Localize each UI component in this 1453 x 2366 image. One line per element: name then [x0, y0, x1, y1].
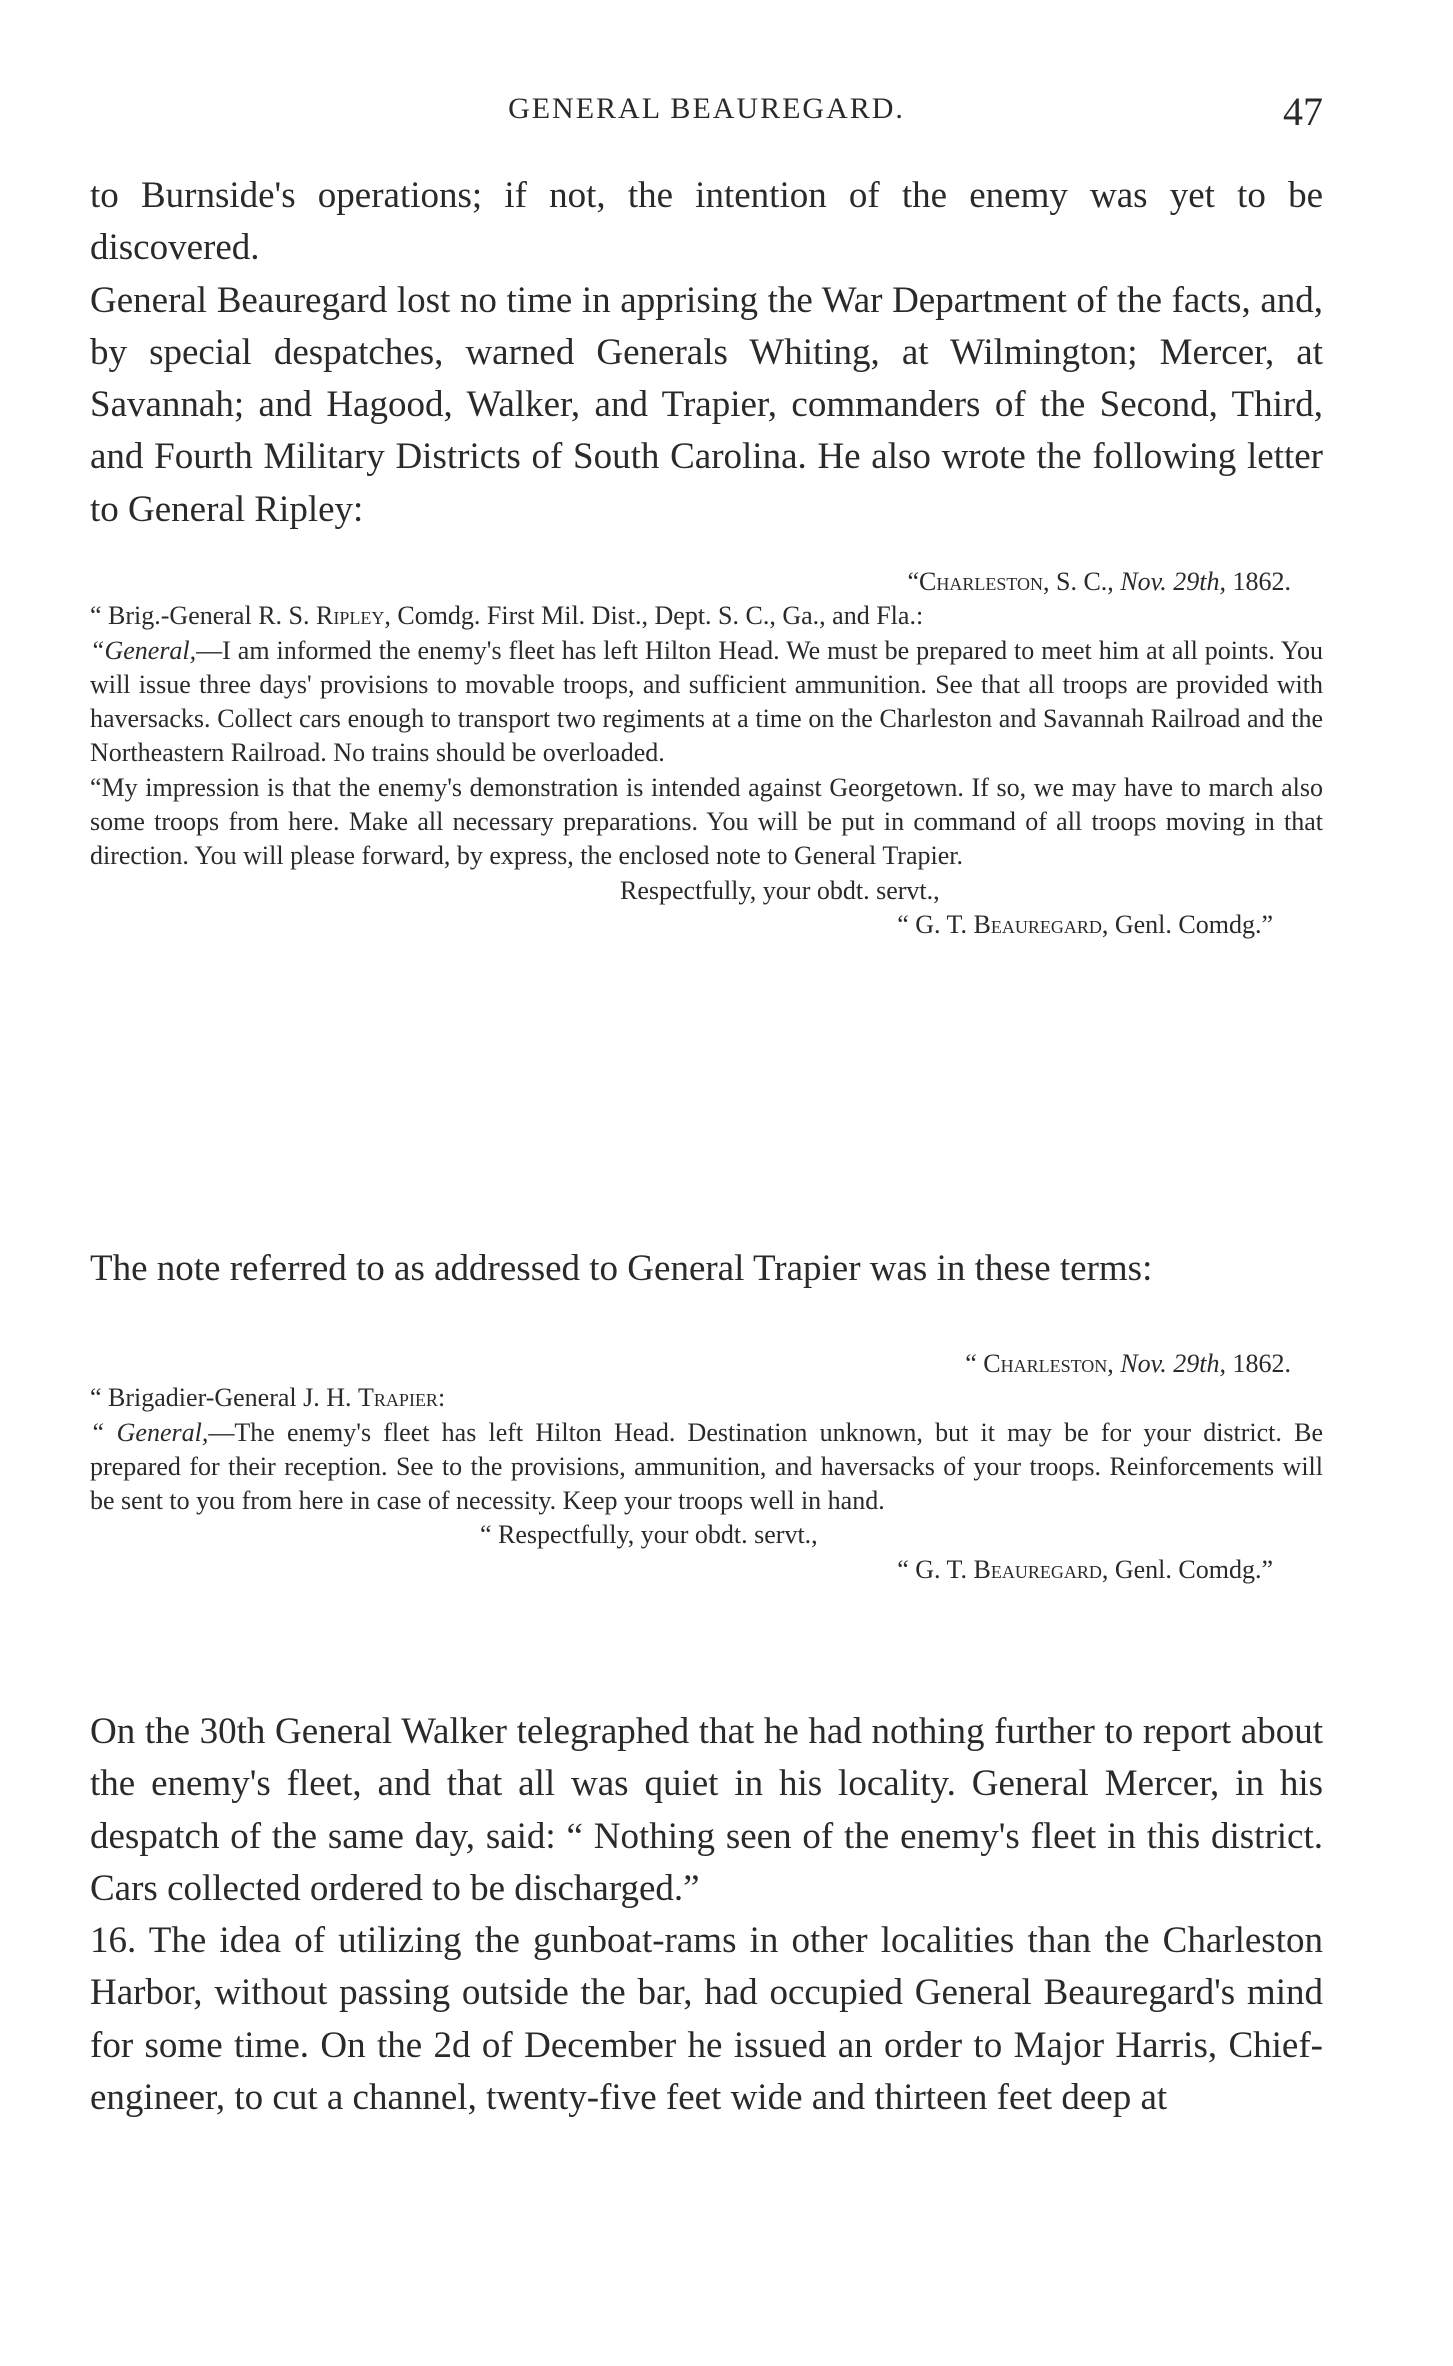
- dateline-place: “ Charleston,: [965, 1349, 1114, 1378]
- dateline-date: Nov. 29th,: [1120, 1349, 1226, 1378]
- addressee-name: Ripley: [316, 601, 385, 631]
- signature-suffix: , Genl. Comdg.”: [1101, 909, 1273, 939]
- paragraph-5: 16. The idea of utilizing the gunboat-rams in other localities than the Charleston Harbor, without passing outside the bar, had occupied General Beauregard's mind for some time. On the 2d of December he issued an order to Major Harris, Chief-engineer, to cut a channel, twenty-five feet wide and thirteen feet deep at: [90, 1920, 1323, 2119]
- letter-dateline: [90, 1347, 1323, 1381]
- signature-suffix: , Genl. Comdg.”: [1101, 1554, 1273, 1584]
- paragraph-1: to Burnside's operations; if not, the intention of the enemy was yet to be discovered.: [90, 175, 1323, 269]
- signature-prefix: “ G. T.: [897, 1554, 974, 1584]
- addressee-prefix: “ Brigadier-General J. H.: [90, 1383, 359, 1413]
- letter-body-1: [90, 634, 1323, 771]
- addressee-suffix: , Comdg. First Mil. Dist., Dept. S. C., Ga., and Fla.:: [384, 601, 924, 631]
- letter-body-2: “My impression is that the enemy's demonstration is intended against Georgetown. If so, we may have to march also some troops from here. Make all necessary preparations. You will be put in command of all troops moving in that direction. You will please forward, by express, the enclosed note to General Trapier.: [90, 772, 1323, 871]
- addressee-prefix: “ Brig.-General R. S.: [90, 601, 317, 631]
- paragraph-2: General Beauregard lost no time in apprising the War Department of the facts, and, by special despatches, warned Generals Whiting, at Wilmington; Mercer, at Savannah; and Hagood, Walker, and Trapier, commanders of the Second, Third, and Fourth Military Districts of South Carolina. He also wrote the following letter to General Ripley:: [90, 279, 1323, 530]
- dateline-date: Nov. 29th,: [1120, 567, 1226, 596]
- dateline-year: 1862.: [1232, 567, 1291, 596]
- letter-body-1: [90, 1416, 1323, 1519]
- dateline-year: 1862.: [1232, 1349, 1291, 1378]
- paragraph-4: On the 30th General Walker telegraphed that he had nothing further to report about the enemy's fleet, and that all was quiet in his locality. General Mercer, in his despatch of the same day, said: “ Nothing seen of the enemy's fleet in this district. Cars collected ordered to be discharged.”: [90, 1711, 1323, 1909]
- letter-body-text: —I am informed the enemy's fleet has left Hilton Head. We must be prepared to meet him at all points. You will issue three days' provisions to movable troops, and sufficient ammunition. See that all troops are provided with haversacks. Collect cars enough to transport two regiments at a time on the Charleston and Savannah Railroad and the Northeastern Railroad. No trains should be overloaded.: [90, 635, 1323, 768]
- letter-closing: Respectfully, your obdt. servt.,: [620, 875, 940, 905]
- letter-salutation: “ General,: [90, 1417, 209, 1447]
- letter-signature: [90, 1553, 1323, 1587]
- signature-prefix: “ G. T.: [897, 909, 974, 939]
- letter-addressee: [90, 1381, 1323, 1415]
- letter-to-trapier: [90, 1347, 1323, 1587]
- running-title: GENERAL BEAUREGARD.: [508, 92, 905, 125]
- letter-dateline: [90, 565, 1323, 599]
- signature-name: Beauregard: [973, 1554, 1102, 1584]
- letter-body-text: —The enemy's fleet has left Hilton Head. Destination unknown, but it may be for your district. Be prepared for their reception. See to the provisions, ammunition, and haversacks of your troops. Reinforcements will be sent to you from here in case of necessity. Keep your troops well in hand.: [90, 1417, 1323, 1516]
- page-header: [90, 88, 1323, 140]
- paragraph-3: The note referred to as addressed to General Trapier was in these terms:: [90, 1248, 1153, 1289]
- page-number: 47: [1283, 89, 1323, 134]
- body-text-top: [90, 170, 1323, 536]
- letter-closing: “ Respectfully, your obdt. servt.,: [480, 1520, 818, 1550]
- letter-addressee: [90, 599, 1323, 633]
- letter-to-ripley: [90, 565, 1323, 942]
- letter-salutation: “General,: [90, 635, 197, 665]
- letter-signature: [90, 908, 1323, 942]
- signature-name: Beauregard: [973, 909, 1102, 939]
- body-text-middle: [90, 1243, 1323, 1295]
- addressee-suffix: :: [437, 1383, 446, 1413]
- addressee-name: Trapier: [358, 1383, 438, 1413]
- dateline-place: “Charleston, S. C.,: [907, 567, 1114, 596]
- body-text-bottom: [90, 1706, 1323, 2124]
